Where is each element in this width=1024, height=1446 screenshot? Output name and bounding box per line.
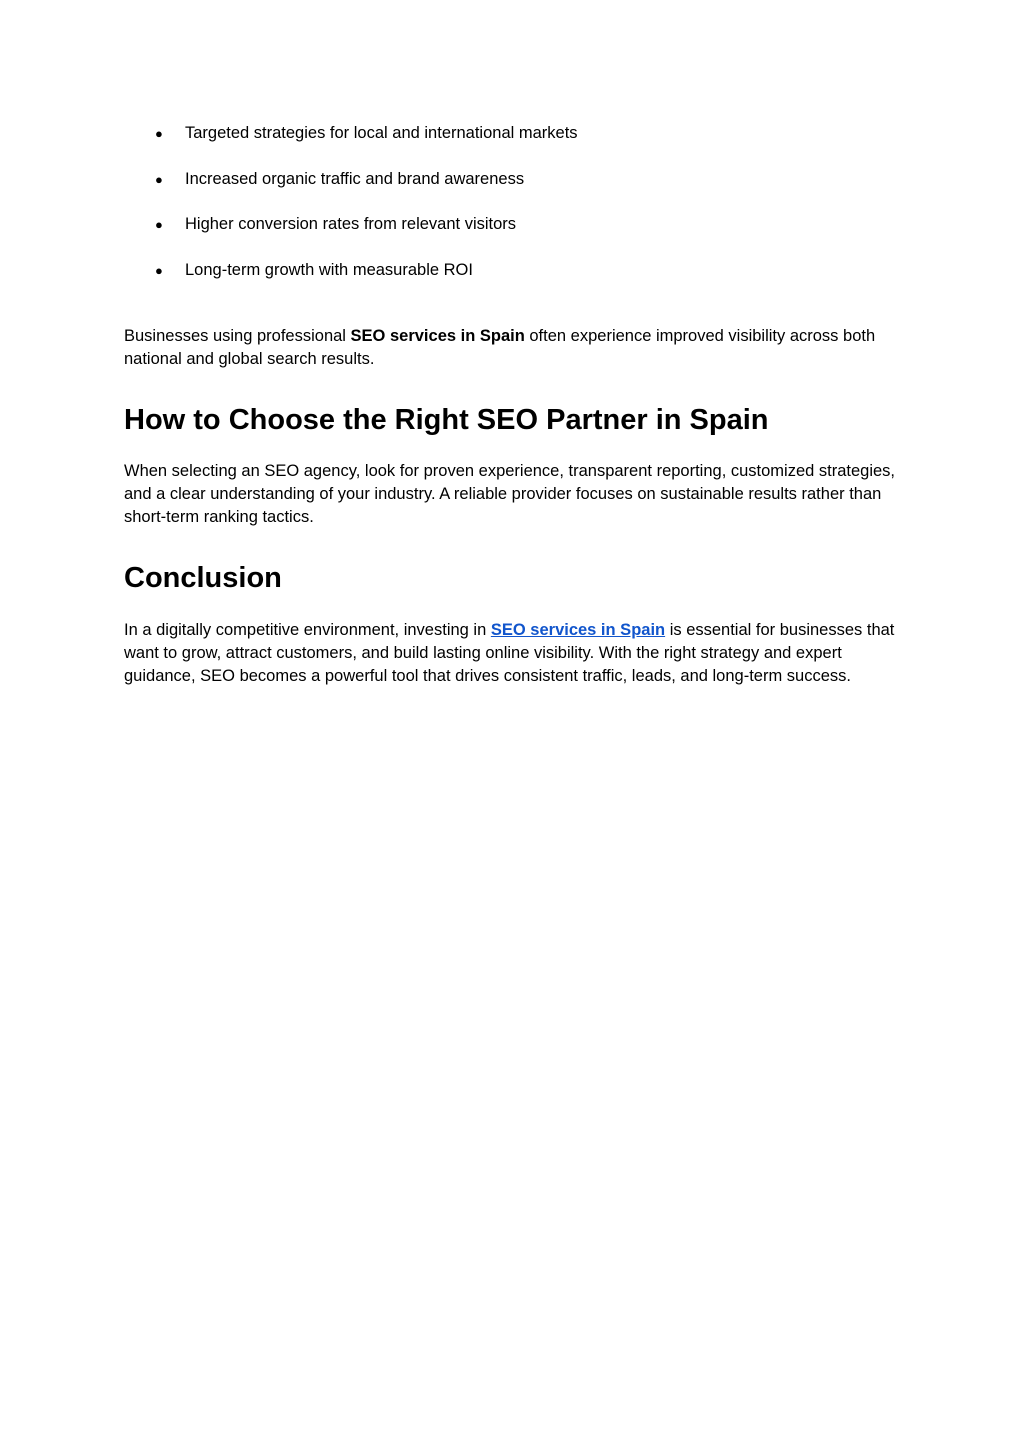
bullet-icon: ● xyxy=(155,126,163,141)
list-item-text: Higher conversion rates from relevant visitors xyxy=(185,215,517,233)
visibility-paragraph xyxy=(124,325,904,371)
bullet-icon: ● xyxy=(155,262,163,278)
paragraph-text: often experience improved visibility across both national and global search results. xyxy=(124,327,876,368)
list-item-text: Long-term growth with measurable ROI xyxy=(185,260,473,279)
seo-services-link[interactable]: SEO services in Spain xyxy=(490,621,666,639)
section-heading-choose-partner: How to Choose the Right SEO Partner in Spain xyxy=(124,404,769,436)
bold-phrase: SEO services in Spain xyxy=(350,327,525,345)
list-item-text: Increased organic traffic and brand awareness xyxy=(185,169,525,188)
bullet-icon: ● xyxy=(155,217,163,232)
conclusion-paragraph xyxy=(124,619,904,688)
choose-partner-paragraph: When selecting an SEO agency, look for proven experience, transparent reporting, customized strategies, and a clear understanding of your industry. A reliable provider focuses on sustainable results rather than short-term ranking tactics. xyxy=(124,462,896,526)
paragraph-text: In a digitally competitive environment, investing in xyxy=(124,621,491,639)
list-item-text: Targeted strategies for local and international markets xyxy=(185,124,578,142)
paragraph-text: Businesses using professional xyxy=(124,327,351,345)
section-heading-conclusion: Conclusion xyxy=(124,562,282,594)
paragraph-text: is essential for businesses that want to grow, attract customers, and build lasting online visibility. With the right strategy and expert guidance, SEO becomes a powerful tool that drives consistent traffic, leads, and long-term success. xyxy=(124,621,895,685)
bullet-icon: ● xyxy=(155,171,163,187)
